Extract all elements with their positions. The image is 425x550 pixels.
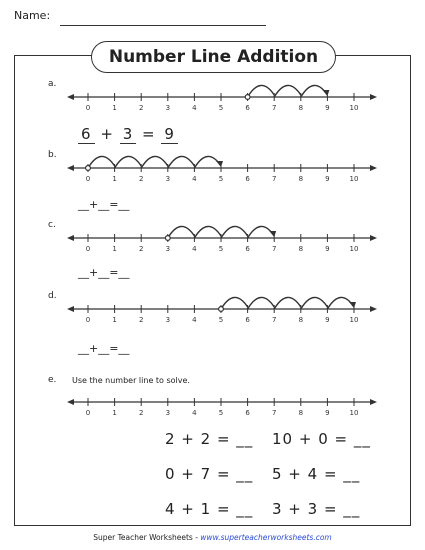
problem-d-equation[interactable]: __+__=__	[78, 342, 130, 355]
problem-e-letter: e.	[48, 375, 57, 385]
tick-label: 8	[298, 104, 304, 112]
tick-label: 6	[245, 175, 250, 183]
left-arrow-icon	[67, 94, 74, 100]
problem-a-equation	[78, 125, 178, 143]
tick-label: 10	[349, 409, 359, 417]
hop-arc	[221, 297, 248, 309]
tick-label: 3	[165, 245, 171, 253]
tick-label: 6	[245, 245, 250, 253]
tick-label: 1	[112, 316, 117, 324]
tick-label: 3	[165, 316, 171, 324]
hop-arc	[274, 297, 301, 309]
hop-arc	[301, 85, 328, 97]
hop-arc	[274, 85, 301, 97]
tick-label: 5	[218, 409, 224, 417]
tick-label: 1	[112, 245, 117, 253]
page-title: Number Line Addition	[91, 41, 336, 73]
tick-label: 8	[298, 316, 304, 324]
hop-arc	[194, 156, 221, 168]
hop-arc	[88, 156, 115, 168]
tick-label: 0	[85, 316, 91, 324]
hop-arrowhead-icon	[349, 302, 356, 308]
hop-arc	[168, 226, 195, 238]
equation-e4[interactable]: 5 + 4 = __	[272, 465, 361, 483]
right-arrow-icon	[370, 306, 377, 312]
tick-label: 0	[85, 245, 91, 253]
start-point	[86, 166, 91, 171]
tick-label: 2	[138, 104, 144, 112]
tick-label: 2	[138, 245, 144, 253]
tick-label: 5	[218, 316, 224, 324]
right-arrow-icon	[370, 165, 377, 171]
tick-label: 6	[245, 316, 250, 324]
hop-arc	[248, 85, 275, 97]
tick-label: 6	[245, 409, 250, 417]
tick-label: 10	[349, 245, 359, 253]
number-line-e	[0, 383, 425, 423]
left-arrow-icon	[67, 235, 74, 241]
tick-label: 1	[112, 104, 117, 112]
tick-label: 3	[165, 175, 171, 183]
problem-b-letter: b.	[48, 150, 57, 160]
tick-label: 0	[85, 409, 91, 417]
footer	[0, 533, 425, 542]
tick-label: 4	[192, 245, 197, 253]
hop-arc	[327, 297, 354, 309]
number-line-b	[0, 149, 425, 189]
name-label: Name:	[14, 9, 51, 22]
hop-arc	[115, 156, 142, 168]
sum[interactable]: 9	[161, 125, 178, 144]
footer-url[interactable]: www.superteacherworksheets.com	[200, 533, 332, 542]
tick-label: 4	[192, 409, 197, 417]
tick-label: 8	[298, 175, 304, 183]
hop-arc	[221, 226, 248, 238]
footer-text: Super Teacher Worksheets -	[93, 533, 201, 542]
right-arrow-icon	[370, 94, 377, 100]
equation-e6[interactable]: 3 + 3 = __	[272, 500, 361, 518]
tick-label: 4	[192, 104, 197, 112]
hop-arrowhead-icon	[216, 161, 223, 167]
number-line-a	[0, 78, 425, 118]
tick-label: 7	[271, 409, 277, 417]
plus-sign: +	[100, 125, 114, 143]
tick-label: 1	[112, 175, 117, 183]
addend-2[interactable]: 3	[120, 125, 137, 144]
tick-label: 10	[349, 104, 359, 112]
addend-1[interactable]: 6	[78, 125, 95, 144]
number-line-d	[0, 290, 425, 330]
tick-label: 10	[349, 316, 359, 324]
tick-label: 9	[325, 175, 330, 183]
left-arrow-icon	[67, 399, 74, 405]
hop-arc	[248, 297, 275, 309]
problem-d-letter: d.	[48, 291, 57, 301]
tick-label: 0	[85, 175, 91, 183]
name-input-line[interactable]	[60, 25, 266, 26]
left-arrow-icon	[67, 165, 74, 171]
tick-label: 5	[218, 175, 224, 183]
problem-b-equation[interactable]: __+__=__	[78, 198, 130, 211]
tick-label: 7	[271, 316, 277, 324]
start-point	[219, 307, 224, 312]
tick-label: 9	[325, 316, 330, 324]
tick-label: 0	[85, 104, 91, 112]
tick-label: 3	[165, 104, 171, 112]
tick-label: 1	[112, 409, 117, 417]
problem-c-equation[interactable]: __+__=__	[78, 266, 130, 279]
tick-label: 7	[271, 245, 277, 253]
hop-arc	[248, 226, 275, 238]
number-line-c	[0, 219, 425, 259]
right-arrow-icon	[370, 235, 377, 241]
left-arrow-icon	[67, 306, 74, 312]
equals-sign: =	[142, 125, 156, 143]
hop-arrowhead-icon	[322, 90, 329, 96]
start-point	[165, 236, 170, 241]
tick-label: 7	[271, 104, 277, 112]
tick-label: 5	[218, 104, 224, 112]
tick-label: 2	[138, 175, 144, 183]
tick-label: 8	[298, 245, 304, 253]
tick-label: 2	[138, 316, 144, 324]
tick-label: 5	[218, 245, 224, 253]
hop-arc	[141, 156, 168, 168]
tick-label: 7	[271, 175, 277, 183]
equation-e3[interactable]: 0 + 7 = __	[165, 465, 254, 483]
tick-label: 2	[138, 409, 144, 417]
start-point	[245, 95, 250, 100]
hop-arrowhead-icon	[269, 231, 276, 237]
tick-label: 6	[245, 104, 250, 112]
tick-label: 4	[192, 316, 197, 324]
equation-e2[interactable]: 10 + 0 = __	[272, 430, 371, 448]
problem-a-letter: a.	[48, 79, 57, 89]
hop-arc	[168, 156, 195, 168]
tick-label: 3	[165, 409, 171, 417]
right-arrow-icon	[370, 399, 377, 405]
tick-label: 9	[325, 409, 330, 417]
equation-e1[interactable]: 2 + 2 = __	[165, 430, 254, 448]
tick-label: 10	[349, 175, 359, 183]
equation-e5[interactable]: 4 + 1 = __	[165, 500, 254, 518]
problem-c-letter: c.	[48, 220, 56, 230]
tick-label: 4	[192, 175, 197, 183]
hop-arc	[301, 297, 328, 309]
tick-label: 8	[298, 409, 304, 417]
instruction-text: Use the number line to solve.	[72, 376, 190, 385]
hop-arc	[194, 226, 221, 238]
tick-label: 9	[325, 245, 330, 253]
tick-label: 9	[325, 104, 330, 112]
